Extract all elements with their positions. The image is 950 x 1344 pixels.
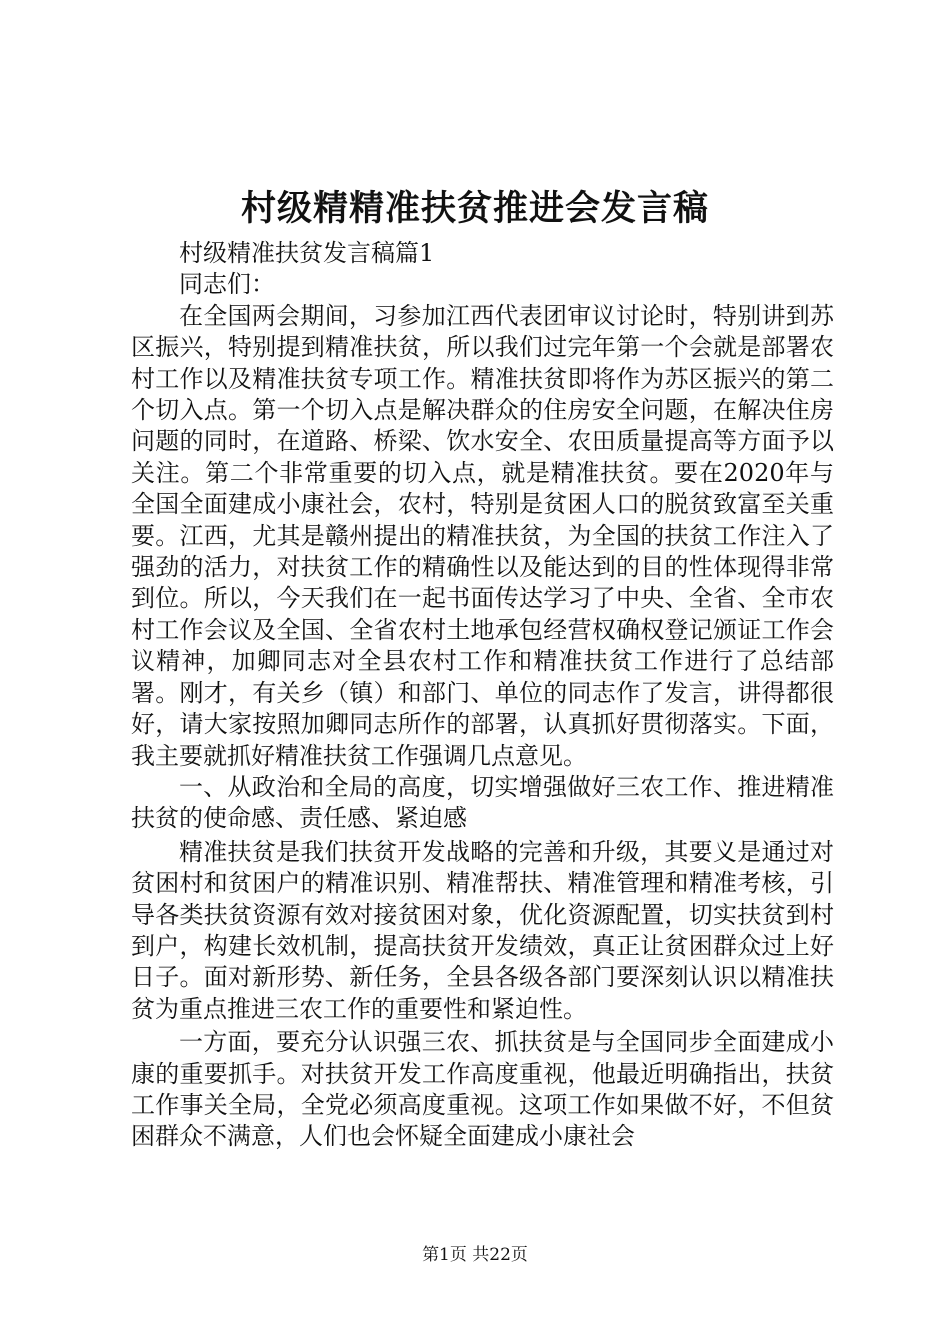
paragraph-on-one-hand: 一方面，要充分认识强三农、抓扶贫是与全国同步全面建成小康的重要抓手。对扶贫开发工作高度重视，他最近明确指出，扶贫工作事关全局，全党必须高度重视。这项工作如果做不好，不但贫困群众不满意，人们也会怀疑全面建成小康社会 [131,1028,834,1151]
page-footer: 第1页 共22页 [422,1245,528,1265]
paragraph-precision-poverty: 精准扶贫是我们扶贫开发战略的完善和升级，其要义是通过对贫困村和贫困户的精准识别、精准帮扶、精准管理和精准考核，引导各类扶贫资源有效对接贫困对象，优化资源配置，切实扶贫到村到户，构建长效机制，提高扶贫开发绩效，真正让贫困群众过上好日子。面对新形势、新任务，全县各级各部门要深刻认识以精准扶贫为重点推进三农工作的重要性和紧迫性。 [131,837,834,1023]
paragraph-section-heading: 一、从政治和全局的高度，切实增强做好三农工作、推进精准扶贫的使命感、责任感、紧迫感 [131,772,834,833]
paragraph-subtitle: 村级精准扶贫发言稿篇1 [179,239,435,267]
document-title: 村级精精准扶贫推进会发言稿 [240,188,709,229]
paragraph-intro: 在全国两会期间，习参加江西代表团审议讨论时，特别讲到苏区振兴，特别提到精准扶贫，所以我们过完年第一个会就是部署农村工作以及精准扶贫专项工作。精准扶贫即将作为苏区振兴的第二个切入点。第一个切入点是解决群众的住房安全问题，在解决住房问题的同时，在道路、桥梁、饮水安全、农田质量提高等方面予以关注。第二个非常重要的切入点，就是精准扶贫。要在2020年与全国全面建成小康社会，农村，特别是贫困人口的脱贫致富至关重要。江西，尤其是赣州提出的精准扶贫，为全国的扶贫工作注入了强劲的活力，对扶贫工作的精确性以及能达到的目的性体现得非常到位。所以，今天我们在一起书面传达学习了中央、全省、全市农村工作会议及全国、全省农村土地承包经营权确权登记颁证工作会议精神，加卿同志对全县农村工作和精准扶贫工作进行了总结部署。刚才，有关乡（镇）和部门、单位的同志作了发言，讲得都很好，请大家按照加卿同志所作的部署，认真抓好贯彻落实。下面，我主要就抓好精准扶贫工作强调几点意见。 [131,301,834,770]
document-body [131,238,834,1153]
paragraph-salutation: 同志们： [179,270,275,299]
